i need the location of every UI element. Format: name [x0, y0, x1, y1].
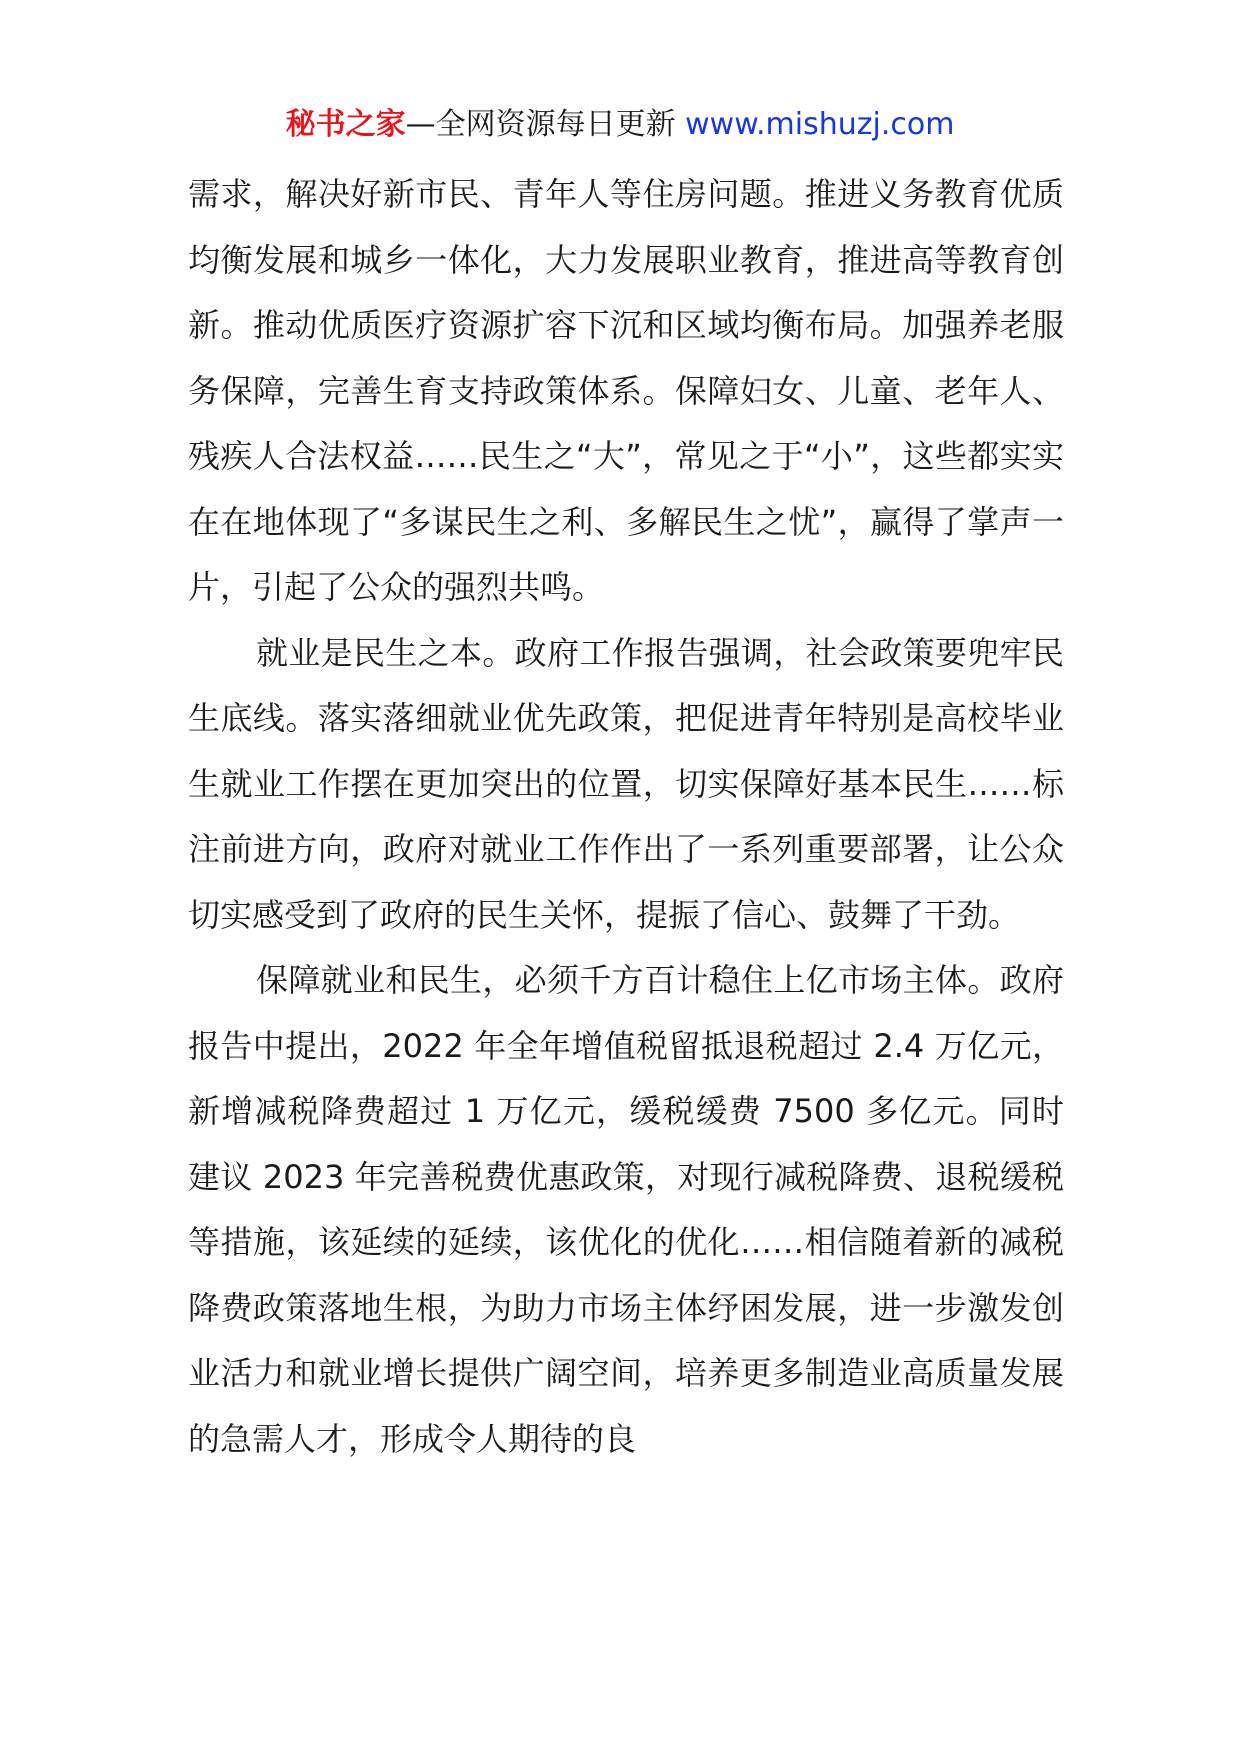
paragraph-2: 就业是民生之本。政府工作报告强调，社会政策要兜牢民生底线。落实落细就业优先政策，把促进青年特别是高校毕业生就业工作摆在更加突出的位置，切实保障好基本民生……标注前进方向，政府对就业工作作出了一系列重要部署，让公众切实感受到了政府的民生关怀，提振了信心、鼓舞了干劲。	[188, 633, 1064, 934]
page-header	[0, 100, 1240, 150]
paragraph-1: 需求，解决好新市民、青年人等住房问题。推进义务教育优质均衡发展和城乡一体化，大力发展职业教育，推进高等教育创新。推动优质医疗资源扩容下沉和区域均衡布局。加强养老服务保障，完善生育支持政策体系。保障妇女、儿童、老年人、残疾人合法权益……民生之“大”，常见之于“小”，这些都实实在在地体现了“多谋民生之利、多解民生之忧”，赢得了掌声一片，引起了公众的强烈共鸣。	[188, 175, 1064, 606]
site-brand: 秘书之家	[285, 107, 406, 142]
site-tagline: —全网资源每日更新	[405, 107, 686, 142]
paragraph-3: 保障就业和民生，必须千方百计稳住上亿市场主体。政府报告中提出，2022 年全年增值税留抵退税超过 2.4 万亿元，新增减税降费超过 1 万亿元，缓税缓费 7500 多亿元。同时建议 2023 年完善税费优惠政策，对现行减税降费、退税缓税等措施，该延续的延续，该优化的优化……相信随着新的减税降费政策落地生根，为助力市场主体纾困发展，进一步激发创业活力和就业增长提供广阔空间，培养更多制造业高质量发展的急需人才，形成令人期待的良	[188, 961, 1064, 1458]
site-url-link[interactable]: www.mishuzj.com	[685, 107, 955, 142]
document-body	[188, 162, 1064, 1472]
